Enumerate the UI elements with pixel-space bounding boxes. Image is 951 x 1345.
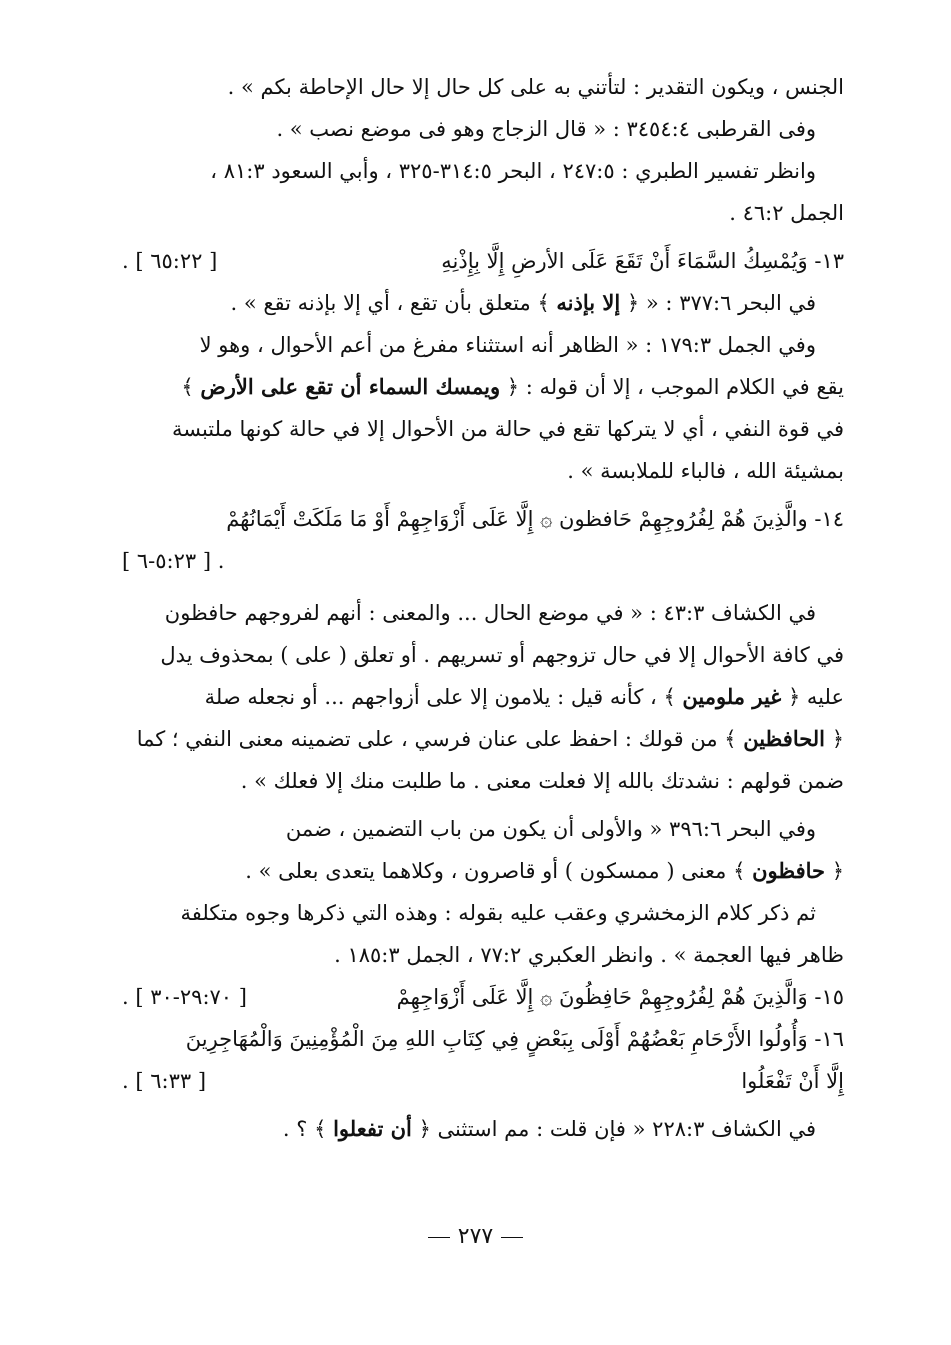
- quoted-phrase: إلا بإذنه: [556, 290, 621, 315]
- page-number-dash: [428, 1237, 450, 1238]
- text-line: ظاهر فيها العجمة » . وانظر العكبري ٧٧:٢ ، الجمل ١٨٥:٣ .: [334, 943, 844, 967]
- text-line: ثم ذكر كلام الزمخشري وعقب عليه بقوله : وهذه التي ذكرها وجوه متكلفة: [180, 901, 816, 925]
- quoted-phrase: حافظون: [752, 858, 826, 883]
- text-line: عليه ﴿ غير ملومين ﴾ ، كأنه قيل : يلامون إلا على أزواجهم ... أو نجعله صلة: [204, 684, 844, 709]
- verse-reference: [ ٢٩:٧٠-٣٠ ] .: [122, 985, 247, 1009]
- page-number-dash: [501, 1237, 523, 1238]
- text-line: في كافة الأحوال إلا في حال تزوجهم أو تسريهم . أو تعلق ( على ) بمحذوف يدل: [160, 643, 844, 667]
- text-line: الجمل ٤٦:٢ .: [729, 201, 844, 225]
- verse-16-end: [122, 1060, 844, 1102]
- verse-text: إِلَّا أَنْ تَفْعَلُوا: [741, 1069, 844, 1093]
- text-line: وفي البحر ٣٩٦:٦ « والأولى أن يكون من باب التضمين ، ضمن: [285, 817, 816, 841]
- quoted-phrase: الحافظين: [743, 726, 826, 751]
- page-number: ٢٧٧: [0, 1224, 951, 1249]
- verse-reference: [ ٦٥:٢٢ ] .: [122, 249, 218, 273]
- verse-13: [122, 240, 844, 282]
- text-line: في البحر ٣٧٧:٦ : « ﴿ إلا بإذنه ﴾ متعلق بأن تقع ، أي إلا بإذنه تقع » .: [230, 290, 816, 315]
- quoted-phrase: ويمسك السماء أن تقع على الأرض: [200, 374, 501, 399]
- verse-16: ١٦- وَأُولُوا الأَرْحَامِ بَعْضُهُمْ أَوْلَى بِبَعْضٍ فِي كِتَابِ اللهِ مِنَ الْمُؤْمِنِينَ وَالْمُهَاجِرِينَ: [185, 1027, 844, 1051]
- text-line: في الكشاف ٤٣:٣ : « في موضع الحال ... والمعنى : أنهم لفروجهم حافظون: [164, 601, 816, 625]
- text-line: ﴿ حافظون ﴾ معنى ( ممسكون ) أو قاصرون ، وكلاهما يتعدى بعلى » .: [245, 858, 844, 883]
- text-line: يقع في الكلام الموجب ، إلا أن قوله : ﴿ ويمسك السماء أن تقع على الأرض ﴾: [181, 374, 844, 399]
- text-line: وانظر تفسير الطبري : ٢٤٧:٥ ، البحر ٣١٤:٥-٣٢٥ ، وأبي السعود ٨١:٣ ،: [210, 159, 816, 183]
- verse-reference: [ ٦:٣٣ ] .: [122, 1069, 207, 1093]
- verse-text: ١٥- وَالَّذِينَ هُمْ لِفُرُوجِهِمْ حَافِظُونَ ۞ إِلَّا عَلَى أَزْوَاجِهِمْ: [396, 985, 844, 1009]
- quoted-phrase: أن تفعلوا: [333, 1116, 412, 1141]
- verse-14: ١٤- والَّذِينَ هُمْ لِفُرُوجِهِمْ حَافظون ۞ إِلَّا عَلَى أَزْوَاجِهِمْ أَوْ مَا مَلَكَتْ أَيْمَانُهُمْ: [226, 507, 844, 531]
- page-body: [122, 66, 844, 1150]
- text-line: وفى القرطبى ٣٤٥٤:٤ : « قال الزجاج وهو فى موضع نصب » .: [276, 117, 816, 141]
- text-line: في قوة النفي ، أي لا يتركها تقع في حالة من الأحوال إلا في حالة كونها ملتبسة: [171, 417, 844, 441]
- text-line: وفي الجمل ١٧٩:٣ : « الظاهر أنه استثناء مفرغ من أعم الأحوال ، وهو لا: [199, 333, 816, 357]
- text-line: الجنس ، ويكون التقدير : لتأتني به على كل حال إلا حال الإحاطة بكم » .: [227, 75, 844, 99]
- quoted-phrase: غير ملومين: [682, 684, 782, 709]
- text-line: بمشيئة الله ، فالباء للملابسة » .: [567, 459, 844, 483]
- verse-reference: . [ ٥:٢٣-٦ ]: [122, 549, 225, 573]
- text-line: في الكشاف ٢٢٨:٣ « فإن قلت : مم استثنى ﴿ أن تفعلوا ﴾ ؟ .: [282, 1116, 816, 1141]
- verse-text: ١٣- وَيُمْسِكُ السَّمَاءَ أَنْ تَقَعَ عَلَى الأرضِ إِلَّا بِإِذْنِهِ: [441, 249, 844, 273]
- text-line: ﴿ الحافظين ﴾ من قولك : احفظ على عنان فرسي ، على تضمينه معنى النفي ؛ كما: [136, 726, 844, 751]
- verse-15: [122, 976, 844, 1018]
- text-line: ضمن قولهم : نشدتك بالله إلا فعلت معنى . ما طلبت منك إلا فعلك » .: [240, 769, 844, 793]
